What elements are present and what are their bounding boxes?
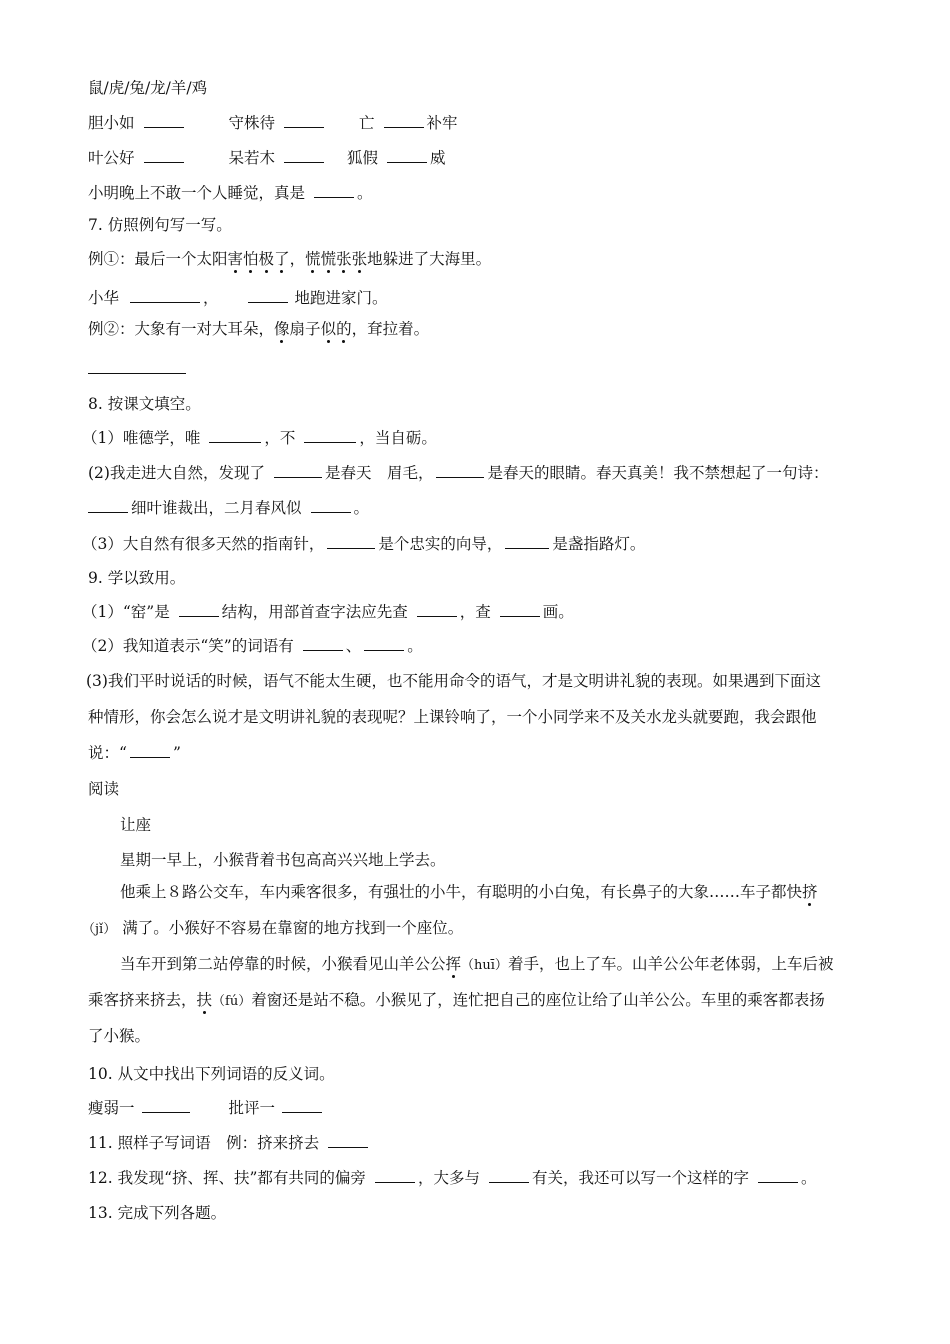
ex1-text-c: 地躲进了大海里。 xyxy=(367,250,492,268)
para3-text-a: 当车开到第二站停靠的时候，小猴看见山羊公公 xyxy=(120,955,446,973)
q8-p2-c: 是春天的眼睛。春天真美！我不禁想起了一句诗： xyxy=(487,464,829,482)
q8-p1-c: ，当自砺。 xyxy=(359,429,437,447)
blank-q7-1[interactable] xyxy=(130,288,200,303)
q12-text-d: 。 xyxy=(800,1169,817,1187)
q8-p3-b: 是个忠实的向导， xyxy=(378,535,503,553)
q9-part-1 xyxy=(82,602,574,622)
idiom-3-pre: 亡 xyxy=(359,114,375,132)
q9-p2-b: 、 xyxy=(345,637,362,655)
q9-p3-close: ” xyxy=(172,744,181,762)
q8-p3-c: 是盏指路灯。 xyxy=(552,535,646,553)
idiom-6-post: 威 xyxy=(430,149,446,167)
para3-text-c: 乘客挤来挤去， xyxy=(88,991,197,1009)
q7-title: 7. 仿照例句写一写。 xyxy=(88,216,232,234)
blank-q9-3[interactable] xyxy=(500,602,540,617)
q8-p1-a: （1）唯德学，唯 xyxy=(82,429,201,447)
idiom-4: 叶公好 xyxy=(88,149,135,167)
blank-q8-8[interactable] xyxy=(505,534,549,549)
blank-6[interactable] xyxy=(387,148,427,163)
story-para-2-line1 xyxy=(120,882,818,902)
ex1-text-b: ， xyxy=(289,250,306,268)
q9-part-3-line3 xyxy=(88,743,181,763)
para3-text-d: 着窗还是站不稳。小猴见了，连忙把自己的座位让给了山羊公公。车里的乘客都表扬 xyxy=(251,991,825,1009)
para3-emphasis-1: 挥 xyxy=(445,955,462,973)
story-para-3-line2 xyxy=(88,990,825,1012)
q7-fill xyxy=(88,288,388,308)
q7-example-2 xyxy=(88,319,429,339)
blank-q9-6[interactable] xyxy=(130,743,170,758)
para2-text-a: 他乘上８路公交车，车内乘客很多，有强壮的小牛，有聪明的小白兔，有长鼻子的大象……车子都快 xyxy=(120,883,803,901)
ex2-text-a: 例②：大象有一对大耳朵， xyxy=(88,320,275,338)
blank-q9-4[interactable] xyxy=(303,636,343,651)
q9-p1-d: 画。 xyxy=(542,603,574,621)
q9-p2-a: （2）我知道表示“笑”的词语有 xyxy=(82,637,294,655)
story-para-3-line1 xyxy=(120,954,833,976)
q12-text-b: ，大多与 xyxy=(417,1169,480,1187)
q8-p2-e: 。 xyxy=(353,499,370,517)
idiom-1: 胆小如 xyxy=(88,114,135,132)
q8-title: 8. 按课文填空。 xyxy=(88,395,201,413)
para2-emphasis: 挤 xyxy=(802,883,818,901)
q9-part-3-line1: (3)我们平时说话的时候，语气不能太生硬，也不能用命令的语气，才是文明讲礼貌的表现。如果遇到下面这 xyxy=(86,672,821,690)
story-title: 让座 xyxy=(120,816,152,834)
q11-text: 11. 照样子写词语 例：挤来挤去 xyxy=(88,1134,320,1152)
blank-q10-2[interactable] xyxy=(282,1098,322,1113)
q7-example-1 xyxy=(88,249,491,269)
blank-7[interactable] xyxy=(314,183,354,198)
animal-list: 鼠/虎/兔/龙/羊/鸡 xyxy=(88,79,208,97)
fill-tail: 地跑进家门。 xyxy=(294,289,388,307)
idiom-row-2 xyxy=(88,148,446,168)
reading-heading: 阅读 xyxy=(88,780,120,798)
blank-2[interactable] xyxy=(284,113,324,128)
ex1-emphasis-2: 慌慌张张 xyxy=(305,250,368,268)
blank-q10-1[interactable] xyxy=(142,1098,190,1113)
q8-p2-d: 细叶谁裁出，二月春风似 xyxy=(131,499,302,517)
idiom-5: 呆若木 xyxy=(228,149,276,167)
q9-p3-say: 说：“ xyxy=(88,744,127,762)
blank-q8-3[interactable] xyxy=(274,463,322,478)
blank-5[interactable] xyxy=(284,148,324,163)
para3-emphasis-2: 扶 xyxy=(196,991,213,1009)
blank-q8-4[interactable] xyxy=(436,463,484,478)
ex2-emphasis: 像扇子似的 xyxy=(274,320,352,338)
q8-p2-b: 是春天 眉毛， xyxy=(324,464,434,482)
q8-part-2-line2 xyxy=(88,498,369,518)
blank-q8-6[interactable] xyxy=(311,498,351,513)
q12-text-c: 有关，我还可以写一个这样的字 xyxy=(531,1169,749,1187)
q9-title: 9. 学以致用。 xyxy=(88,569,186,587)
blank-q11[interactable] xyxy=(328,1133,368,1148)
q9-p1-b: 结构，用部首查字法应先查 xyxy=(221,603,408,621)
blank-q12-1[interactable] xyxy=(375,1168,415,1183)
q9-p1-c: ，查 xyxy=(459,603,491,621)
q13-title: 13. 完成下列各题。 xyxy=(88,1204,227,1222)
q9-part-2 xyxy=(82,636,423,656)
blank-1[interactable] xyxy=(144,113,184,128)
para3-pinyin-2: （fú） xyxy=(212,994,252,1009)
blank-q8-2[interactable] xyxy=(304,428,356,443)
q10-antonyms xyxy=(88,1098,325,1118)
idiom-2: 守株待 xyxy=(228,114,276,132)
q10-title: 10. 从文中找出下列词语的反义词。 xyxy=(88,1065,335,1083)
blank-3[interactable] xyxy=(384,113,424,128)
sentence-text: 小明晚上不敢一个人睡觉，真是 xyxy=(88,184,306,202)
q9-p2-c: 。 xyxy=(407,637,423,655)
story-para-1: 星期一早上，小猴背着书包高高兴兴地上学去。 xyxy=(120,851,446,869)
q12-text-a: 12. 我发现“挤、挥、扶”都有共同的偏旁 xyxy=(88,1169,366,1187)
story-para-3-line3: 了小猴。 xyxy=(88,1027,151,1045)
q8-p3-a: （3）大自然有很多天然的指南针， xyxy=(82,535,325,553)
fill-comma: ， xyxy=(203,289,219,307)
q10-word-1: 瘦弱一 xyxy=(88,1099,135,1117)
blank-q9-1[interactable] xyxy=(179,602,219,617)
para3-pinyin-1: （huī） xyxy=(461,958,508,973)
blank-q9-5[interactable] xyxy=(364,636,404,651)
blank-q9-2[interactable] xyxy=(417,602,457,617)
blank-q8-5[interactable] xyxy=(88,498,128,513)
q11 xyxy=(88,1133,371,1153)
ex2-text-b: ，耷拉着。 xyxy=(351,320,430,338)
para3-text-b: 着手，也上了车。山羊公公年老体弱，上车后被 xyxy=(507,955,834,973)
ex1-emphasis-1: 害怕极了 xyxy=(227,250,290,268)
blank-4[interactable] xyxy=(144,148,184,163)
blank-q12-3[interactable] xyxy=(758,1168,798,1183)
q8-part-3 xyxy=(82,534,645,554)
idiom-3-post: 补牢 xyxy=(426,114,458,132)
q8-p2-a: (2)我走进大自然，发现了 xyxy=(88,464,265,482)
idiom-row-1 xyxy=(88,113,458,133)
fill-subject: 小华 xyxy=(88,289,120,307)
sentence-question xyxy=(88,183,373,203)
story-para-2-line2 xyxy=(82,918,463,940)
q8-p1-b: ，不 xyxy=(264,429,296,447)
ex1-text-a: 例①：最后一个太阳 xyxy=(88,250,228,268)
sentence-end: 。 xyxy=(357,184,373,202)
q8-part-2-line1 xyxy=(88,463,829,483)
q9-part-3-line2: 种情形，你会怎么说才是文明讲礼貌的表现呢？上课铃响了，一个小同学来不及关水龙头就要跑，我会跟他 xyxy=(88,708,817,726)
blank-q8-7[interactable] xyxy=(327,534,375,549)
para2-text-b: 满了。小猴好不容易在靠窗的地方找到一个座位。 xyxy=(122,919,464,937)
blank-q8-1[interactable] xyxy=(209,428,261,443)
blank-q12-2[interactable] xyxy=(489,1168,529,1183)
q10-word-2: 批评一 xyxy=(228,1099,276,1117)
blank-q7-2[interactable] xyxy=(248,288,288,303)
answer-line[interactable] xyxy=(88,373,186,374)
q8-part-1 xyxy=(82,428,437,448)
para2-pinyin: （jǐ） xyxy=(82,922,117,937)
idiom-6-pre: 狐假 xyxy=(347,149,379,167)
q12 xyxy=(88,1168,816,1188)
q9-p1-a: （1）“窑”是 xyxy=(82,603,170,621)
